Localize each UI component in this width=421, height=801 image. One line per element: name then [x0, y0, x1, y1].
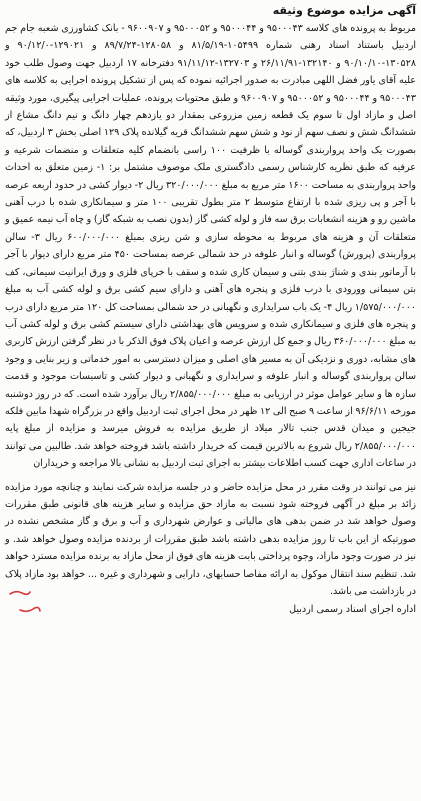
notice-issuer: اداره اجرای اسناد رسمی اردبیل: [289, 604, 416, 616]
notice-paragraph-main: مربوط به پرونده های کلاسه ۹۵۰۰۰۴۳ و ۹۵۰۰۰۴۴ و ۹۵۰۰۰۵۲ و ۹۶۰۰۹۰۷ - بانک کشاورزی شعبه جام جم اردبیل باستناد اسناد رهنی شماره ۱۰۵۴۹۹-۸۱/۵/۱۹ و ۱۲۸۰۵۸-۸۹/۷/۲۴ و ۱۲۹۰۲۱-۹۰/۱۲/۰ و ۱۳۰۵۲۸-۹۰/۱۰/۱۰ و ۱۳۲۱۴۰-۲۶/۱۱/۹۱ و ۱۳۲۷۰۳-۹۱/۱۱/۱۲ دفترخانه ۱۷ اردبیل جهت وصول طلب خود علیه آقای یاور فضل اللهی مبادرت به صدور اجرائیه نموده که پس از تشکیل پرونده اجرایی به کلاسه های ۹۵۰۰۰۴۳ و ۹۵۰۰۰۴۴ و ۹۵۰۰۰۵۲ و ۹۶۰۰۹۰۷ و طبق محتویات پرونده، عملیات اجرایی پیگیری، مورد وثیقه اصل و مازاد اول تا سوم یک قطعه زمین مزروعی بمقدار دو یازدهم چهار دانگ و نیم دانگ مشاع از ششدانگ شش و نصف سهم از نود و شش سهم ششدانگ قریه گیلانده پلاک ۱۲۹ اصلی بخش ۳ اردبیل، که بصورت یک واحد پرواربندی گوساله با ظرفیت ۱۰۰ راسی بانضمام کلیه متعلقات و منضمات شرعیه و عرفیه که طبق نظریه کارشناس رسمی دادگستری ملک موصوف مشتمل بر: ۱- زمین متعلق به احداث واحد پرواربندی به مساحت ۱۶۰۰ متر مربع به مبلغ ۳۲۰/۰۰۰/۰۰۰ ریال ۲- دیوار کشی در حدود اربعه عرصه با آجر و پی ریزی شده با ارتفاع متوسط ۲ متر بطول تقریبی ۱۰۰ متر و سیمانکاری شده با درب آهنی ماشین رو و هزینه انشعابات برق سه فاز و لوله کشی گاز (بدون نصب به شبکه گاز) و چاه آب نیمه عمیق و متعلقات آن و هزینه های مربوط به محوطه سازی و شن ریزی بمبلغ ۶۰۰/۰۰۰/۰۰۰ ریال ۳- سالن پرواربندی (پرورش) گوساله و انبار علوفه در حد شمالی عرصه بمساحت ۴۵۰ متر مربع دارای دیوار با آجر با آرماتور بندی و شناژ بندی بتنی و سیمان کاری شده و سقف با خرپای فلزی و ورق ایرانیت سیمانی، کف بتن سیمانی وورودی با درب فلزی و پنجره های آهنی و دارای سیم کشی برق و لوله کشی آب به مبلغ ۱/۵۷۵/۰۰۰/۰۰۰ ریال ۴- یک باب سرایداری و نگهبانی در حد شمالی بمساحت کل ۱۲۰ متر مربع دارای درب و پنجره های فلزی و سیمانکاری شده و سرویس های بهداشتی دارای سیستم کشی برق و لوله کشی آب به مبلغ ۳۶۰/۰۰۰/۰۰۰ ریال و جمع کل ارزش عرصه و اعیان پلاک فوق الذکر با در نظر گرفتن ارزش کاربری های مشابه، دوری و نزدیکی آن به مسیر های اصلی و میزان دسترسی به امور خدماتی و زیر بنایی و وجود سالن پرواربندی گوساله و انبار علوفه و سرایداری و نگهبانی و دیوار کشی و تاسیسات موجود و قدمت سازه ها و سایر عوامل موثر در ارزیابی به مبلغ ۲/۸۵۵/۰۰۰/۰۰۰ ریال برآورد شده است. که در روز دوشنبه مورخه ۹۶/۶/۱۱ از ساعت ۹ صبح الی ۱۲ ظهر در محل اجرای ثبت اردبیل واقع در بزرگراه شهدا مابین فلکه جیجین و میدان قدس جنب تالار میلاد از طریق مزایده به فروش میرسد و مزایده از مبلغ پایه ۲/۸۵۵/۰۰۰/۰۰۰ ریال شروع به بالاترین قیمت که خریدار داشته باشد فروخته خواهد شد. طالبین می توانند در ساعات اداری جهت کسب اطلاعات بیشتر به اجرای ثبت اردبیل به نشانی بالا مراجعه و خریداران: [5, 23, 417, 470]
notice-paragraph-terms: نیز می توانند در وقت مقرر در محل مزایده حاضر و در جلسه مزایده شرکت نمایند و چنانچه مورد مزایده زائد بر مبلغ در آگهی فروخته شود نسبت به مازاد حق مزایده و سایر هزینه های قانونی طبق مقررات وصول خواهد شد در ضمن بدهی های مالیاتی و عوارض شهرداری و آب و برق و گاز مشخص نشده در صورتیکه از این باب تا روز مزایده بدهی داشته باشد طبق مقررات از بردنده مزایده وصول خواهد شد. و نیز در صورت وجود مازاد، وجوه پرداختی بابت هزینه های فوق از محل مازاد به برنده مزایده مسترد خواهد شد. تنظیم سند انتقال موکول به ارائه مفاصا حسابهای، دارایی و شهرداری و غیره ... خواهد بود مازاد پلاک در بازداشت می باشد.: [5, 481, 416, 597]
notice-title: آگهی مزایده موضوع وثیقه: [272, 4, 416, 17]
